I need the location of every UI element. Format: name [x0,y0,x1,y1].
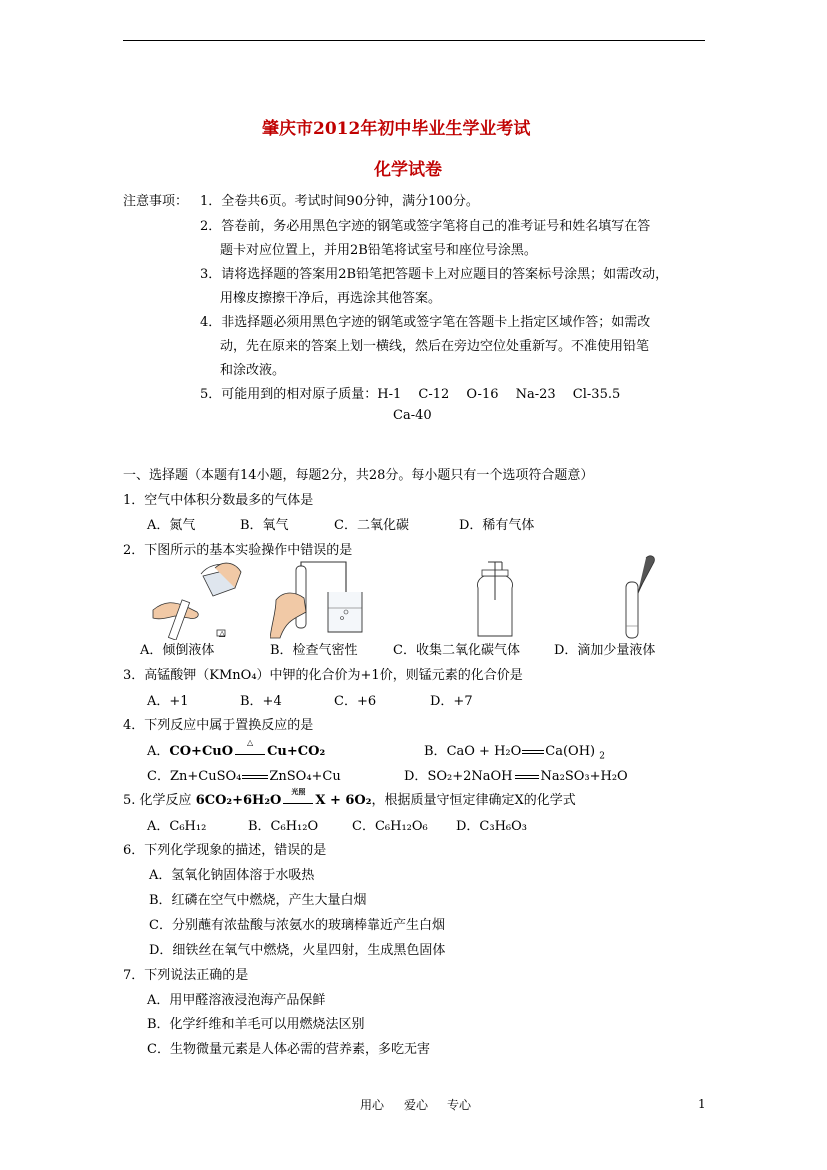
q5-option-b: B．C₆H₁₂O [248,819,319,834]
notice-item: 用橡皮擦擦干净后，再选涂其他答案。 [220,291,442,306]
q5-stem-suffix: ，根据质量守恒定律确定X的化学式 [371,793,576,808]
q2-caption-c: C．收集二氧化碳气体 [393,643,520,658]
q5-option-a: A．C₆H₁₂ [147,819,207,834]
q4-c-left: Zn+CuSO₄ [169,769,242,784]
q4-c-label: C． [147,769,170,784]
q3-option-c: C．+6 [334,694,377,709]
q5-option-d: D．C₃H₆O₃ [456,819,527,834]
footer-item: 用心 [360,1098,385,1112]
notice-item: 3．请将选择题的答案用2B铅笔把答题卡上对应题目的答案标号涂黑；如需改动， [200,267,669,282]
q2-stem: 2．下图所示的基本实验操作中错误的是 [123,543,353,558]
q7-stem: 7．下列说法正确的是 [123,968,249,983]
q4-d-left: SO₂+2NaOH [427,769,513,784]
q3-option-b: B．+4 [240,694,282,709]
footer-item: 专心 [447,1098,472,1112]
q4-a-right: Cu+CO₂ [267,744,326,759]
exam-subtitle: 化学试卷 [374,160,442,180]
page-number: 1 [698,1097,706,1111]
q1-option-b: B．氧气 [240,518,289,533]
q5-option-c: C．C₆H₁₂O₆ [352,819,428,834]
q5-stem [123,789,576,808]
notice-item: 5．可能用到的相对原子质量：H-1 C-12 O-16 Na-23 Cl-35.5 [200,387,621,402]
q4-a-left: CO+CuO [169,744,234,759]
q2-caption-d: D．滴加少量液体 [554,643,656,658]
section-heading: 一、选择题（本题有14小题，每题2分，共28分。每小题只有一个选项符合题意） [123,468,594,483]
q5-eq-right: X + 6O₂ [315,793,372,808]
exam-title: 肇庆市2012年初中毕业生学业考试 [262,119,531,139]
dropper-figure [612,552,672,642]
q1-stem: 1．空气中体积分数最多的气体是 [123,493,314,508]
q4-d-right: Na₂SO₃+H₂O [540,769,628,784]
small-cap-icon: △ [219,629,226,638]
q4-b-label: B． [424,744,447,759]
q4-option-b [424,740,605,762]
q6-option-a: A．氢氧化钠固体溶于水吸热 [149,868,315,883]
q1-option-d: D．稀有气体 [459,518,535,533]
q6-option-b: B．红磷在空气中燃烧，产生大量白烟 [149,893,367,908]
airtightness-figure [270,560,370,640]
notice-item: 1．全卷共6页。考试时间90分钟，满分100分。 [200,194,479,209]
q7-option-b: B．化学纤维和羊毛可以用燃烧法区别 [147,1017,365,1032]
notice-item: 和涂改液。 [220,363,286,378]
q4-d-label: D． [404,769,428,784]
notice-item: 2．答卷前，务必用黑色字迹的钢笔或签字笔将自己的准考证号和姓名填写在答 [200,219,651,234]
q4-b-right: Ca(OH) [545,744,596,759]
q2-caption-b: B．检查气密性 [270,643,358,658]
q3-option-d: D．+7 [430,694,473,709]
q4-a-label: A． [147,744,170,759]
header-rule [123,40,705,41]
notice-item: 动，先在原来的答案上划一横线，然后在旁边空位处重新写。不准使用铅笔 [220,339,650,354]
q4-option-a [147,737,326,759]
q1-option-c: C．二氧化碳 [334,518,409,533]
q4-b-sub: 2 [599,751,605,762]
q7-option-a: A．用甲醛溶液浸泡海产品保鲜 [147,993,326,1008]
q5-stem-prefix: 5. 化学反应 [123,793,192,808]
notice-label: 注意事项： [123,194,189,209]
q4-stem: 4．下列反应中属于置换反应的是 [123,718,314,733]
q7-option-c: C．生物微量元素是人体必需的营养素，多吃无害 [147,1042,430,1057]
q5-eq-cond: 光照 [291,787,306,796]
q5-eq-left: 6CO₂+6H₂O [195,793,282,808]
q6-option-d: D．细铁丝在氧气中燃烧，火星四射，生成黑色固体 [149,943,446,958]
q6-stem: 6．下列化学现象的描述，错误的是 [123,843,327,858]
notice-item: 4．非选择题必须用黑色字迹的钢笔或签字笔在答题卡上指定区域作答；如需改 [200,315,651,330]
footer-item: 爱心 [404,1098,429,1112]
q4-a-cond: △ [247,737,254,747]
q3-stem: 3．高锰酸钾（KMnO₄）中钾的化合价为+1价，则锰元素的化合价是 [123,668,523,683]
notice-item: 题卡对应位置上，并用2B铅笔将试室号和座位号涂黑。 [220,243,537,258]
gas-collection-figure [460,560,530,640]
q4-b-left: CaO + H₂O [446,744,522,759]
q2-caption-a: A．倾倒液体 [140,643,215,658]
q4-c-right: ZnSO₄+Cu [269,769,341,784]
pouring-liquid-figure [145,560,245,640]
notice-item: Ca-40 [393,408,432,423]
q3-option-a: A．+1 [147,694,189,709]
q1-option-a: A．氮气 [147,518,196,533]
q6-option-c: C．分别蘸有浓盐酸与浓氨水的玻璃棒靠近产生白烟 [149,918,445,933]
q4-option-c [147,765,341,784]
q4-option-d [404,765,628,784]
